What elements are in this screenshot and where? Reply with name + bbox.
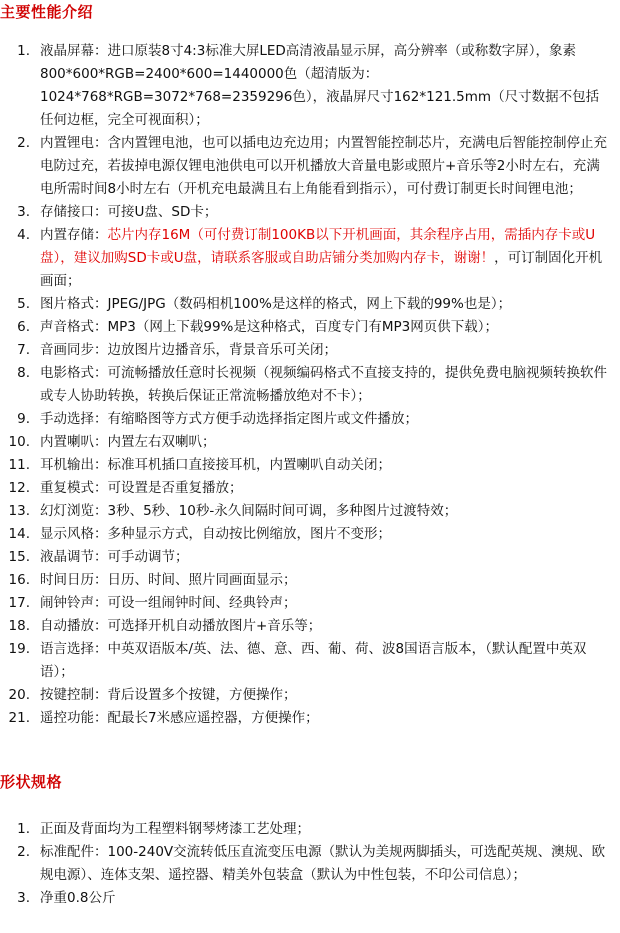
item-number: 21. (8, 710, 30, 726)
item-number: 18. (8, 618, 30, 634)
item-number: 2. (17, 844, 30, 860)
item-text: 可手动调节； (107, 549, 189, 565)
item-highlight: 芯片内存16M（可付费订制100KB以下开机画面，其余程序占用，需插内存卡或U盘），建议加购SD卡或U盘，请联系客服或自助店铺分类加购内存卡，谢谢！ (40, 227, 596, 266)
list-item (0, 615, 612, 638)
item-name: 液晶屏幕： (40, 43, 108, 59)
item-text: 日历、时间、照片同画面显示； (107, 572, 297, 588)
item-number: 6. (17, 319, 30, 335)
list-item (0, 40, 612, 132)
item-name: 幻灯浏览： (40, 503, 108, 519)
item-text: 配最长7米感应遥控器，方便操作； (107, 710, 319, 726)
item-number: 8. (17, 365, 30, 381)
list-item (0, 841, 612, 887)
list-item (0, 818, 612, 841)
item-number: 12. (8, 480, 30, 496)
item-name: 手动选择： (40, 411, 108, 427)
list-item (0, 201, 612, 224)
item-number: 9. (17, 411, 30, 427)
item-name: 显示风格： (40, 526, 108, 542)
item-text: 含内置锂电池，也可以插电边充边用；内置智能控制芯片，充满电后智能控制停止充电防过充，若拔掉电源仅锂电池供电可以开机播放大音量电影或照片+音乐等2小时左右，充满电所需时间8小时左右（开机充电最满且右上角能看到指示），可付费订制更长时间锂电池； (40, 135, 607, 197)
item-number: 5. (17, 296, 30, 312)
list-item (0, 293, 612, 316)
item-number: 1. (17, 821, 30, 837)
item-text: 有缩略图等方式方便手动选择指定图片或文件播放； (107, 411, 418, 427)
item-name: 存储接口： (40, 204, 108, 220)
list-item (0, 224, 612, 293)
item-number: 19. (8, 641, 30, 657)
list-item (0, 500, 612, 523)
specs-list (0, 818, 612, 910)
item-name: 内置锂电： (40, 135, 108, 151)
item-number: 20. (8, 687, 30, 703)
list-item (0, 684, 612, 707)
item-name: 时间日历： (40, 572, 108, 588)
item-name: 自动播放： (40, 618, 108, 634)
item-text: 可接U盘、SD卡； (107, 204, 218, 220)
section-title-specs: 形状规格 (0, 773, 63, 791)
item-text: 可选择开机自动播放图片+音乐等； (107, 618, 322, 634)
item-text: ，可订制固化开机画面； (40, 250, 603, 289)
item-text: 正面及背面均为工程塑料钢琴烤漆工艺处理； (40, 821, 310, 837)
item-text: 3秒、5秒、10秒-永久间隔时间可调，多种图片过渡特效； (107, 503, 458, 519)
item-number: 3. (17, 204, 30, 220)
item-text: 可设置是否重复播放； (107, 480, 243, 496)
item-number: 3. (17, 890, 30, 906)
list-item (0, 132, 612, 201)
item-number: 17. (8, 595, 30, 611)
item-number: 11. (8, 457, 30, 473)
item-text: 100-240V交流转低压直流变压电源（默认为美规两脚插头，可选配英规、澳规、欧规电源）、连体支架、遥控器、精美外包装盒（默认为中性包装，不印公司信息）； (40, 844, 606, 883)
list-item (0, 339, 612, 362)
item-name: 图片格式： (40, 296, 108, 312)
item-number: 13. (8, 503, 30, 519)
item-text: 可设一组闹钟时间、经典铃声； (107, 595, 297, 611)
list-item (0, 546, 612, 569)
item-number: 14. (8, 526, 30, 542)
item-text: 可流畅播放任意时长视频（视频编码格式不直接支持的，提供免费电脑视频转换软件或专人协助转换，转换后保证正常流畅播放绝对不卡）； (40, 365, 607, 404)
item-name: 语言选择： (40, 641, 108, 657)
item-name: 遥控功能： (40, 710, 108, 726)
item-number: 4. (17, 227, 30, 243)
list-item (0, 454, 612, 477)
item-name: 按键控制： (40, 687, 108, 703)
item-number: 7. (17, 342, 30, 358)
list-item (0, 638, 612, 684)
item-text: 背后设置多个按键，方便操作； (107, 687, 297, 703)
item-text: JPEG/JPG（数码相机100%是这样的格式，网上下载的99%也是）； (107, 296, 512, 312)
item-name: 重复模式： (40, 480, 108, 496)
item-text: 边放图片边播音乐，背景音乐可关闭； (107, 342, 337, 358)
item-number: 16. (8, 572, 30, 588)
item-name: 声音格式： (40, 319, 108, 335)
item-name: 内置喇叭： (40, 434, 108, 450)
item-text: 净重0.8公斤 (40, 890, 116, 906)
item-text: 内置左右双喇叭； (107, 434, 216, 450)
item-text: 多种显示方式，自动按比例缩放，图片不变形； (107, 526, 391, 542)
features-list (0, 40, 612, 730)
item-name: 内置存储： (40, 227, 108, 243)
item-text: 标准耳机插口直接接耳机，内置喇叭自动关闭； (107, 457, 391, 473)
item-number: 1. (17, 43, 30, 59)
item-number: 10. (8, 434, 30, 450)
list-item (0, 592, 612, 615)
item-name: 电影格式： (40, 365, 108, 381)
list-item (0, 362, 612, 408)
list-item (0, 477, 612, 500)
list-item (0, 569, 612, 592)
list-item (0, 408, 612, 431)
item-name: 标准配件： (40, 844, 108, 860)
item-name: 闹钟铃声： (40, 595, 108, 611)
item-name: 液晶调节： (40, 549, 108, 565)
list-item (0, 707, 612, 730)
item-name: 音画同步： (40, 342, 108, 358)
item-number: 2. (17, 135, 30, 151)
item-text: 中英双语版本/英、法、德、意、西、葡、荷、波8国语言版本，（默认配置中英双语）； (40, 641, 587, 680)
list-item (0, 431, 612, 454)
list-item (0, 523, 612, 546)
section-title-features: 主要性能介绍 (0, 3, 94, 21)
list-item (0, 887, 612, 910)
item-name: 耳机输出： (40, 457, 108, 473)
item-text: 进口原装8寸4:3标准大屏LED高清液晶显示屏，高分辨率（或称数字屏），象素800*600*RGB=2400*600=1440000色（超清版为：1024*768*RGB=3072*768=2359296色），液晶屏尺寸162*121.5mm（尺寸数据不包括任何边框，完全可视面积）； (40, 43, 600, 128)
list-item (0, 316, 612, 339)
item-number: 15. (8, 549, 30, 565)
item-text: MP3（网上下载99%是这种格式，百度专门有MP3网页供下载）； (107, 319, 499, 335)
